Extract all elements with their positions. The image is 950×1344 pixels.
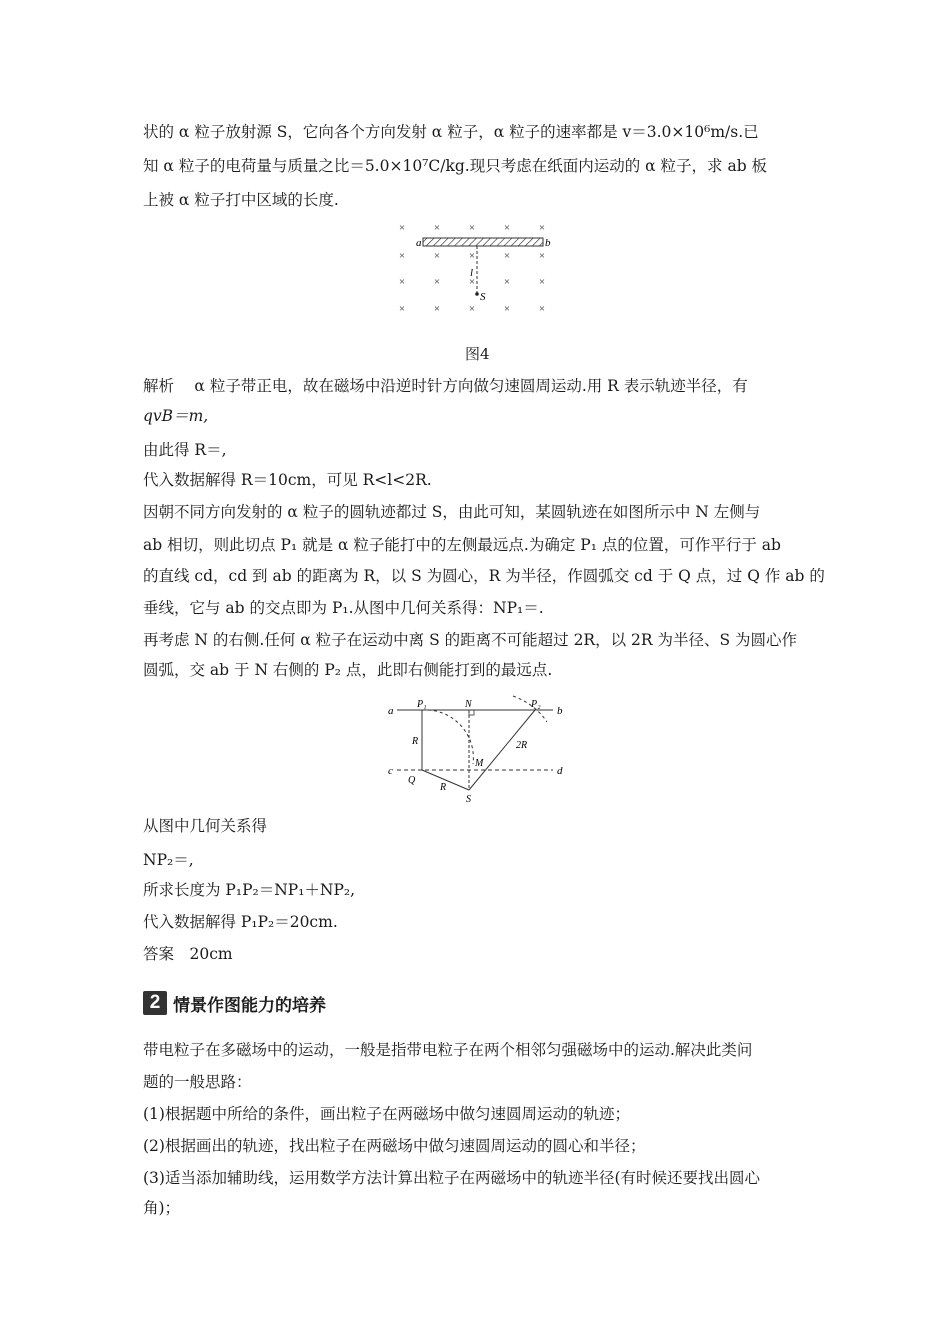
intro-line-2: 题的一般思路： bbox=[143, 1073, 252, 1091]
source-point-s bbox=[475, 292, 479, 296]
solution-line-11: 从图中几何关系得 bbox=[143, 817, 268, 835]
plate-ab bbox=[423, 238, 543, 246]
label-q: Q bbox=[408, 775, 416, 786]
figure-4-caption: 图4 bbox=[465, 345, 490, 363]
label-a: a bbox=[416, 237, 422, 249]
svg-text:×: × bbox=[503, 303, 511, 315]
solution-line-10: 圆弧，交 ab 于 N 右侧的 P₂ 点，此即右侧能打到的最远点. bbox=[143, 661, 553, 679]
svg-text:×: × bbox=[433, 250, 441, 262]
label-c: c bbox=[388, 765, 393, 777]
label-s: S bbox=[480, 291, 486, 303]
label-s: S bbox=[466, 794, 471, 804]
section-title: 情景作图能力的培养 bbox=[173, 995, 326, 1016]
intro-line-3: (1)根据题中所给的条件，画出粒子在两磁场中做匀速圆周运动的轨迹； bbox=[143, 1105, 630, 1123]
label-a: a bbox=[388, 705, 394, 717]
intro-line-6: 角)； bbox=[143, 1199, 181, 1217]
svg-text:×: × bbox=[468, 250, 476, 262]
svg-text:×: × bbox=[538, 276, 546, 288]
solution-line-7: 的直线 cd，cd 到 ab 的距离为 R，以 S 为圆心，R 为半径，作圆弧交 cd 于 Q 点，过 Q 作 ab 的 bbox=[143, 567, 825, 585]
arc-radius-r bbox=[422, 710, 473, 764]
solution-line-2: qvB＝m, bbox=[143, 407, 209, 425]
solution-line-8: 垂线，它与 ab 的交点即为 P₁.从图中几何关系得：NP₁＝. bbox=[143, 599, 544, 617]
problem-line-1: 状的 α 粒子放射源 S，它向各个方向发射 α 粒子，α 粒子的速率都是 v＝3.0×10⁶m/s.已 bbox=[143, 123, 759, 141]
section-number-badge: 2 bbox=[143, 991, 167, 1015]
solution-line-4: 代入数据解得 R＝10cm，可见 R<l<2R. bbox=[143, 471, 432, 489]
svg-text:×: × bbox=[468, 276, 476, 288]
label-r-slant: R bbox=[440, 782, 447, 793]
geometry-diagram bbox=[385, 692, 575, 804]
arc-radius-2r bbox=[513, 696, 547, 722]
svg-text:×: × bbox=[503, 276, 511, 288]
solution-line-14: 代入数据解得 P₁P₂＝20cm. bbox=[143, 913, 338, 931]
label-b: b bbox=[545, 237, 551, 249]
svg-text:×: × bbox=[468, 222, 476, 234]
svg-text:×: × bbox=[433, 222, 441, 234]
solution-line-3: 由此得 R＝, bbox=[143, 441, 227, 459]
answer-line: 答案 20cm bbox=[143, 945, 233, 963]
solution-line-9: 再考虑 N 的右侧.任何 α 粒子在运动中离 S 的距离不可能超过 2R，以 2R 为半径、S 为圆心作 bbox=[143, 631, 798, 649]
intro-line-5: (3)适当添加辅助线，运用数学方法计算出粒子在两磁场中的轨迹半径(有时候还要找出圆心 bbox=[143, 1169, 761, 1187]
svg-text:×: × bbox=[398, 250, 406, 262]
label-2r: 2R bbox=[516, 740, 528, 751]
right-angle-mark bbox=[469, 710, 474, 715]
svg-text:×: × bbox=[538, 250, 546, 262]
figure-4-diagram bbox=[390, 218, 560, 318]
svg-text:×: × bbox=[398, 303, 406, 315]
problem-line-2: 知 α 粒子的电荷量与质量之比＝5.0×10⁷C/kg.现只考虑在纸面内运动的 α 粒子，求 ab 板 bbox=[143, 157, 768, 175]
svg-text:×: × bbox=[398, 222, 406, 234]
intro-line-1: 带电粒子在多磁场中的运动，一般是指带电粒子在两个相邻匀强磁场中的运动.解决此类问 bbox=[143, 1041, 753, 1059]
label-m: M bbox=[475, 758, 484, 769]
svg-text:×: × bbox=[433, 276, 441, 288]
problem-line-3: 上被 α 粒子打中区域的长度. bbox=[143, 191, 339, 209]
label-p1: P₁ bbox=[417, 699, 427, 710]
svg-text:×: × bbox=[503, 222, 511, 234]
label-r-vertical: R bbox=[412, 736, 419, 747]
svg-text:×: × bbox=[398, 276, 406, 288]
svg-text:×: × bbox=[433, 303, 441, 315]
svg-text:×: × bbox=[538, 303, 546, 315]
label-n: N bbox=[465, 699, 472, 710]
label-l: l bbox=[470, 267, 474, 279]
label-b: b bbox=[557, 705, 563, 717]
section-heading bbox=[143, 990, 326, 1016]
svg-text:×: × bbox=[503, 250, 511, 262]
solution-line-6: ab 相切，则此切点 P₁ 就是 α 粒子能打中的左侧最远点.为确定 P₁ 点的位置，可作平行于 ab bbox=[143, 536, 781, 554]
svg-text:×: × bbox=[538, 222, 546, 234]
label-p2: P₂ bbox=[531, 699, 541, 710]
svg-text:×: × bbox=[468, 303, 476, 315]
solution-line-13: 所求长度为 P₁P₂＝NP₁＋NP₂, bbox=[143, 881, 356, 899]
solution-line-12: NP₂＝, bbox=[143, 851, 194, 869]
solution-line-5: 因朝不同方向发射的 α 粒子的圆轨迹都过 S，由此可知，某圆轨迹在如图所示中 N 左侧与 bbox=[143, 503, 761, 521]
solution-line-1: 解析 α 粒子带正电，故在磁场中沿逆时针方向做匀速圆周运动.用 R 表示轨迹半径，有 bbox=[143, 377, 748, 395]
intro-line-4: (2)根据画出的轨迹，找出粒子在两磁场中做匀速圆周运动的圆心和半径； bbox=[143, 1137, 646, 1155]
label-d: d bbox=[557, 765, 563, 777]
